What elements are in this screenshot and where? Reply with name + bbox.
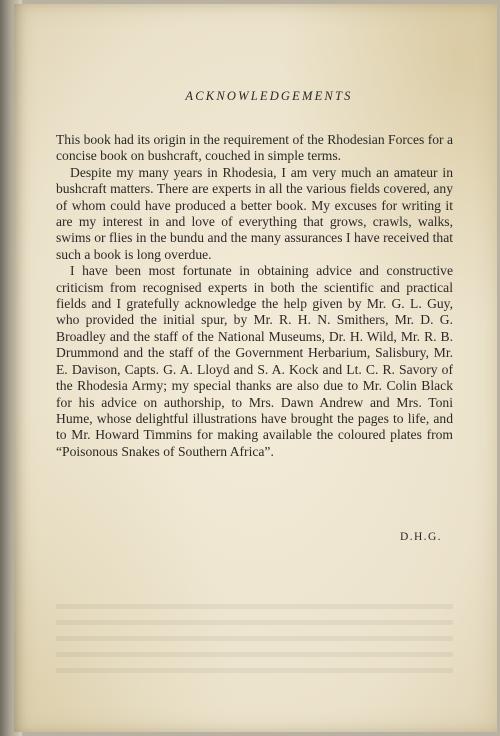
paragraph-thanks: I have been most fortunate in obtaining advice and constructive criticism from recognised experts in both the scientific and practical fields and I gratefully acknowledge the help given by Mr. G. L. Guy, who provided the initial spur, by Mr. R. H. N. Smithers, Mr. D. G. Broadley and the staff of the National Museums, Dr. H. Wild, Mr. R. B. Drummond and the staff of the Government Herbarium, Salisbury, Mr. E. Davison, Capts. G. A. Lloyd and S. A. Kock and Lt. C. R. Savory of the Rhodesia Army; my special thanks are also due to Mr. Colin Black for his advice on authorship, to Mrs. Dawn Andrew and Mrs. Toni Hume, whose delightful illustrations have brought the pages to life, and to Mr. Howard Timmins for making available the coloured plates from “Poisonous Snakes of Southern Africa”. xyxy=(56,263,453,459)
book-page xyxy=(14,4,497,732)
author-initials: D.H.G. xyxy=(400,531,442,543)
paragraph-experience: Despite my many years in Rhodesia, I am very much an amateur in bushcraft matters. There are experts in all the various fields covered, any of whom could have produced a better book. My excuses for writing it are my interest in and love of everything that grows, crawls, walks, swims or flies in the bundu and the many assurances I have received that such a book is long overdue. xyxy=(56,164,453,262)
page-heading: ACKNOWLEDGEMENTS xyxy=(185,89,353,103)
paragraph-origin: This book had its origin in the requirement of the Rhodesian Forces for a concise book on bushcraft, couched in simple terms. xyxy=(56,132,453,164)
body-text xyxy=(56,132,453,460)
reverse-page-show-through xyxy=(56,604,453,674)
